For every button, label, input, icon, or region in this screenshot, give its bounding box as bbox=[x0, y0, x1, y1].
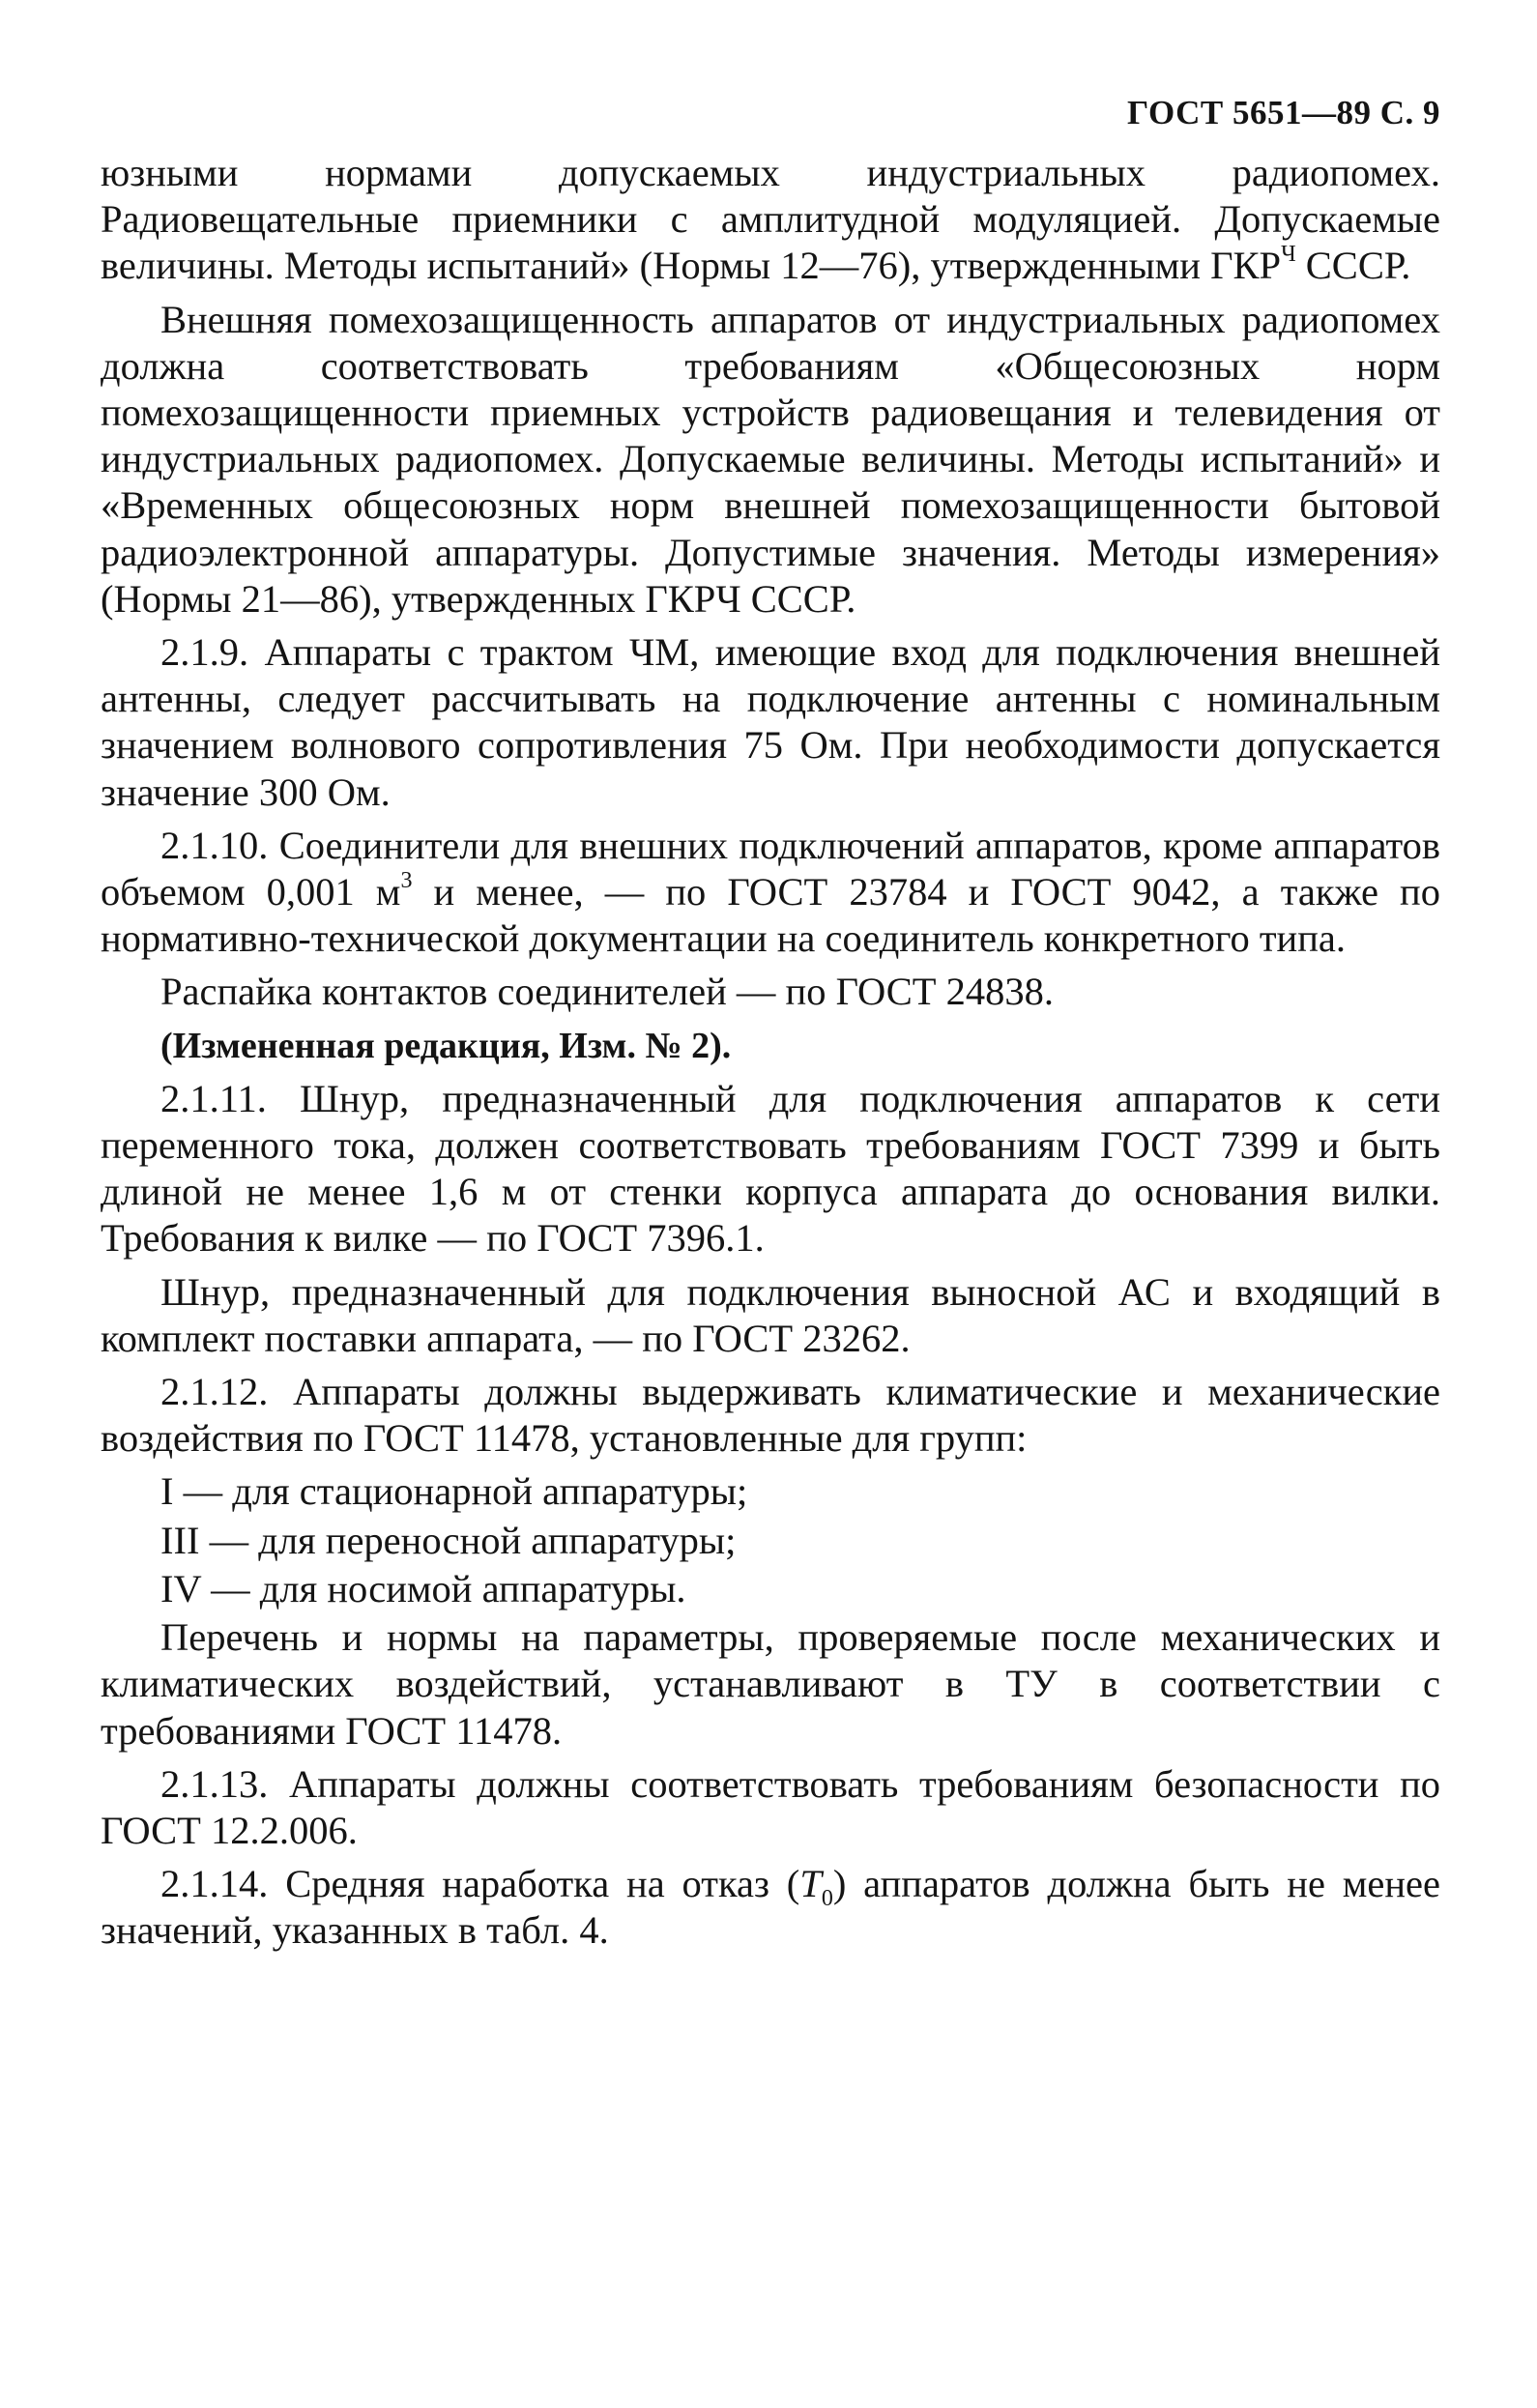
paragraph-text: юзными нормами допускаемых индустриальных радиопомех. Радиовещательные приемники с амплитудной модуляцией. Допускаемые величины. Методы испытаний» (Нормы 12—76), утвержденными ГКР bbox=[101, 151, 1440, 288]
paragraph-text: 2.1.14. Средняя наработка на отказ ( bbox=[160, 1862, 800, 1906]
list-item-group-1: I — для стационарной аппаратуры; bbox=[160, 1469, 748, 1514]
paragraph-contact-wiring: Распайка контактов соединителей — по ГОСТ 24838. bbox=[160, 970, 1055, 1014]
paragraph-text: ) аппаратов должна быть не менее значений, указанных в табл. 4. bbox=[101, 1862, 1440, 1953]
body-text bbox=[101, 150, 1440, 1955]
document-page bbox=[101, 92, 1440, 1961]
clause-2-1-9: 2.1.9. Аппараты с трактом ЧМ, имеющие вход для подключения внешней антенны, следует рассчитывать на подключение антенны с номинальным значением волнового сопротивления 75 Ом. При необходимости допускается значение 300 Ом. bbox=[101, 630, 1440, 814]
paragraph-continuation bbox=[101, 150, 1440, 290]
list-item-group-3: III — для переносной аппаратуры; bbox=[160, 1518, 737, 1562]
paragraph-text: 2.1.10. Соединители для внешних подключений аппаратов, кроме аппаратов объемом 0,001 м bbox=[101, 823, 1440, 914]
superscript-exponent: 3 bbox=[400, 867, 413, 893]
superscript-marker: Ч bbox=[1281, 241, 1296, 267]
clause-2-1-10 bbox=[101, 823, 1440, 963]
clause-2-1-13: 2.1.13. Аппараты должны соответствовать требованиям безопасности по ГОСТ 12.2.006. bbox=[101, 1761, 1440, 1852]
paragraph-text: СССР. bbox=[1295, 244, 1411, 288]
subscript-zero: 0 bbox=[821, 1886, 833, 1912]
paragraph-text: и менее, — по ГОСТ 23784 и ГОСТ 9042, а также по нормативно-технической документации на соединитель конкретного типа. bbox=[101, 870, 1440, 961]
amendment-note: (Измененная редакция, Изм. № 2). bbox=[160, 1025, 732, 1066]
paragraph-parameters-list: Перечень и нормы на параметры, проверяемые после механических и климатических воздействий, устанавливают в ТУ в соответствии с требованиями ГОСТ 11478. bbox=[101, 1615, 1440, 1753]
symbol-T: T bbox=[799, 1862, 822, 1906]
clause-2-1-12: 2.1.12. Аппараты должны выдерживать климатические и механические воздействия по ГОСТ 11478, установленные для групп: bbox=[101, 1370, 1440, 1461]
list-item-group-4: IV — для носимой аппаратуры. bbox=[160, 1566, 686, 1610]
running-header: ГОСТ 5651—89 С. 9 bbox=[1127, 94, 1440, 131]
paragraph-interference-immunity: Внешняя помехозащищенность аппаратов от индустриальных радиопомех должна соответствовать требованиям «Общесоюзных норм помехозащищенности приемных устройств радиовещания и телевидения от индустриальных радиопомех. Допускаемые величины. Методы испытаний» и «Временных общесоюзных норм внешней помехозащищенности бытовой радиоэлектронной аппаратуры. Допустимые значения. Методы измерения» (Нормы 21—86), утвержденных ГКРЧ СССР. bbox=[101, 297, 1440, 621]
clause-2-1-11: 2.1.11. Шнур, предназначенный для подключения аппаратов к сети переменного тока, должен соответствовать требованиям ГОСТ 7399 и быть длиной не менее 1,6 м от стенки корпуса аппарата до основания вилки. Требования к вилке — по ГОСТ 7396.1. bbox=[101, 1076, 1440, 1261]
clause-2-1-14 bbox=[101, 1861, 1440, 1954]
paragraph-speaker-cord: Шнур, предназначенный для подключения выносной АС и входящий в комплект поставки аппарата, — по ГОСТ 23262. bbox=[101, 1269, 1440, 1360]
